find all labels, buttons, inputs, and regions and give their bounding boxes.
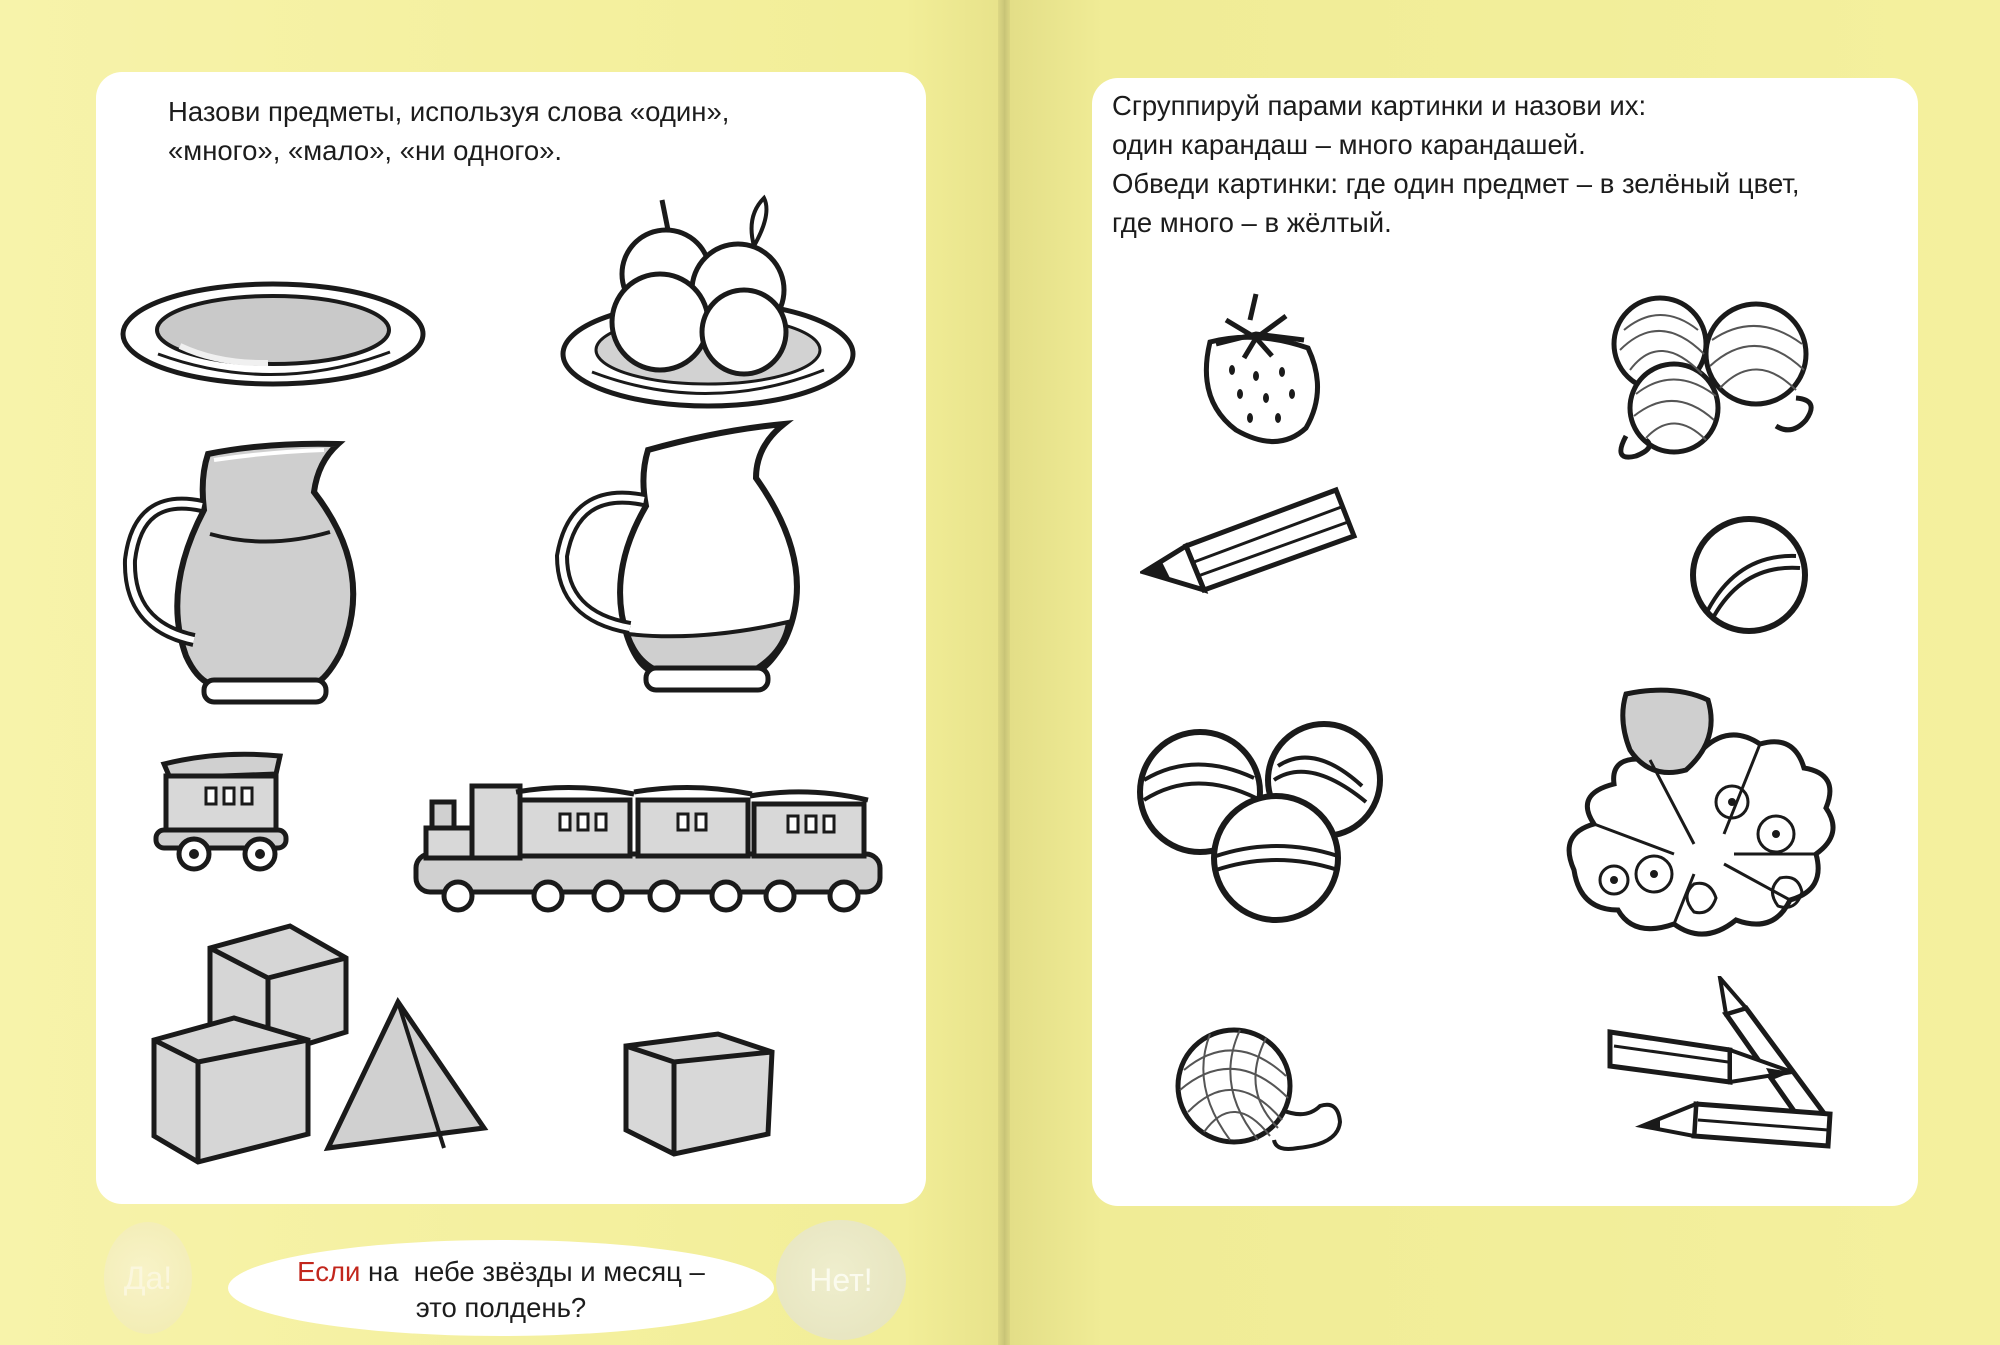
right-instruction [1112, 86, 1912, 242]
right-exercise-panel [1092, 78, 1918, 1206]
riddle-question-line-2: это полдень? [415, 1292, 587, 1323]
book-spine [998, 0, 1010, 1345]
left-instruction-line-1: Назови предметы, используя слова «один», [168, 96, 730, 127]
left-exercise-panel [96, 72, 926, 1204]
riddle-question [228, 1240, 774, 1336]
right-instruction-line-3: Обведи картинки: где один предмет – в зелёный цвет, [1112, 168, 1800, 199]
yes-answer-label: Да! [123, 1259, 173, 1296]
full-jug-picture[interactable] [118, 440, 388, 708]
three-balls-picture[interactable] [1134, 706, 1384, 928]
right-instruction-line-2: один карандаш – много карандашей. [1112, 129, 1586, 160]
right-instruction-line-1: Сгруппируй парами картинки и назови их: [1112, 90, 1647, 121]
strawberry-bush-picture[interactable] [1554, 684, 1844, 948]
right-instruction-line-4: где много – в жёлтый. [1112, 207, 1392, 238]
single-wagon-picture[interactable] [150, 748, 296, 874]
balls-of-yarn-picture[interactable] [1606, 290, 1822, 468]
pencils-picture[interactable] [1606, 976, 1838, 1172]
riddle-question-accent-word: Если [297, 1256, 361, 1287]
empty-plate-picture[interactable] [118, 276, 428, 392]
riddle-question-line-1-rest: на небе звёзды и месяц – [360, 1256, 705, 1287]
nearly-empty-jug-picture[interactable] [550, 420, 820, 696]
plate-of-apples-picture[interactable] [558, 194, 858, 414]
no-answer-bubble[interactable] [776, 1220, 906, 1340]
cubes-and-pyramid-picture[interactable] [150, 922, 492, 1172]
yes-answer-bubble[interactable] [104, 1222, 192, 1334]
riddle-question-line-1 [228, 1254, 774, 1290]
ball-picture[interactable] [1688, 514, 1810, 636]
pencil-picture[interactable] [1140, 482, 1358, 594]
strawberry-picture[interactable] [1186, 290, 1328, 452]
left-instruction-line-2: «много», «мало», «ни одного». [168, 135, 563, 166]
no-answer-label: Нет! [809, 1261, 873, 1298]
left-instruction [168, 92, 888, 170]
single-cube-picture[interactable] [620, 1030, 776, 1160]
ball-of-yarn-picture[interactable] [1170, 1020, 1350, 1160]
train-picture[interactable] [408, 772, 888, 916]
